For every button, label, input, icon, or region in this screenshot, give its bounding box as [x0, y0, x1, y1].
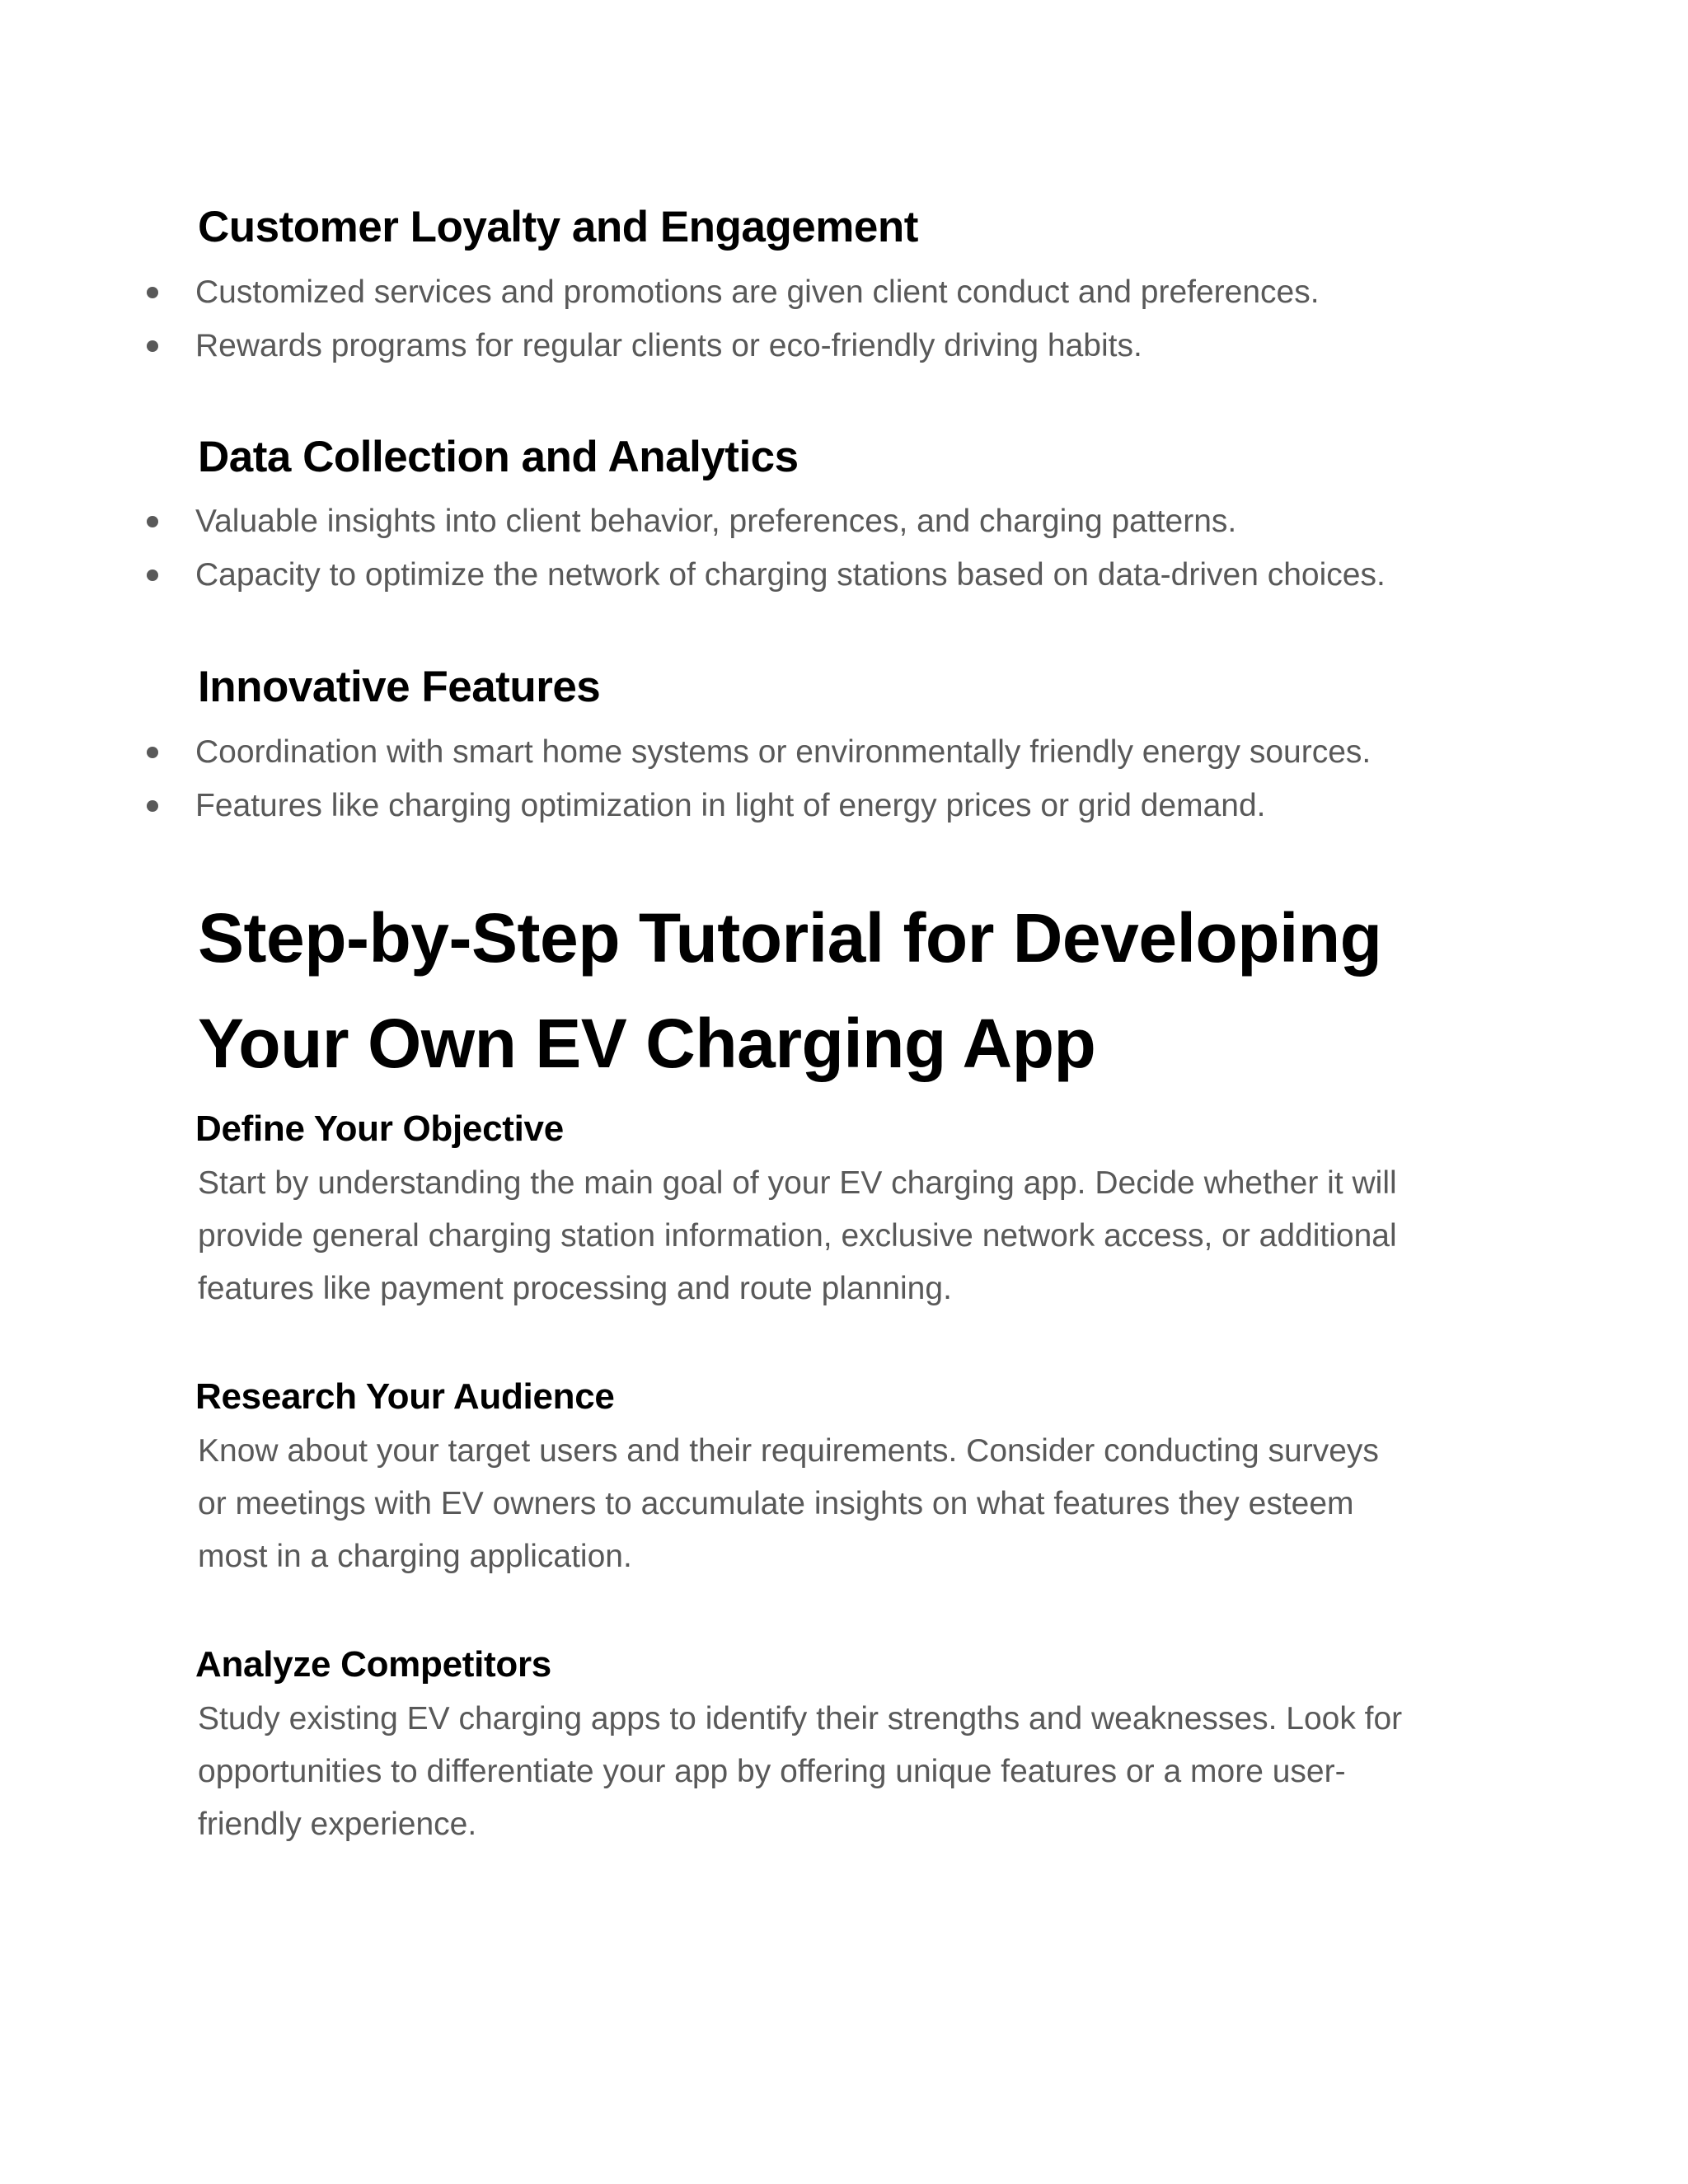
section-heading-data-collection: Data Collection and Analytics: [198, 433, 799, 481]
step-heading-research-audience: Research Your Audience: [195, 1376, 615, 1417]
paragraph-line: Know about your target users and their requirements. Consider conducting surveys: [198, 1433, 1379, 1469]
step-paragraph-analyze-competitors: [198, 1693, 1402, 1851]
bullet-list-data-collection: [0, 494, 1386, 602]
paragraph-line: opportunities to differentiate your app by offering unique features or a more user-: [198, 1754, 1346, 1789]
step-heading-analyze-competitors: Analyze Competitors: [195, 1644, 551, 1685]
section-heading-customer-loyalty: Customer Loyalty and Engagement: [198, 203, 918, 251]
list-item-text: Rewards programs for regular clients or eco-friendly driving habits.: [195, 328, 1142, 363]
list-item-text: Features like charging optimization in light of energy prices or grid demand.: [195, 788, 1266, 823]
paragraph-line: Start by understanding the main goal of your EV charging app. Decide whether it will: [198, 1165, 1397, 1201]
list-item-text: Coordination with smart home systems or environmentally friendly energy sources.: [195, 734, 1372, 770]
paragraph-line: or meetings with EV owners to accumulate insights on what features they esteem: [198, 1486, 1354, 1521]
bullet-icon: [147, 516, 158, 527]
step-paragraph-define-objective: [198, 1157, 1397, 1315]
bullet-icon: [147, 340, 158, 352]
list-item: [0, 494, 1386, 548]
list-item: [0, 548, 1386, 602]
bullet-list-customer-loyalty: [0, 265, 1320, 373]
list-item: [0, 319, 1320, 373]
step-heading-define-objective: Define Your Objective: [195, 1108, 564, 1149]
tutorial-title-line-1: Step-by-Step Tutorial for Developing: [198, 899, 1382, 977]
section-heading-innovative-features: Innovative Features: [198, 663, 601, 711]
bullet-icon: [147, 800, 158, 812]
list-item-text: Capacity to optimize the network of charging stations based on data-driven choices.: [195, 557, 1386, 593]
bullet-list-innovative-features: [0, 725, 1371, 832]
bullet-icon: [147, 287, 158, 298]
list-item: [0, 779, 1371, 832]
paragraph-line: Study existing EV charging apps to identify their strengths and weaknesses. Look for: [198, 1701, 1403, 1736]
paragraph-line: most in a charging application.: [198, 1539, 632, 1574]
list-item-text: Customized services and promotions are given client conduct and preferences.: [195, 274, 1320, 310]
list-item: [0, 265, 1320, 319]
paragraph-line: features like payment processing and route planning.: [198, 1271, 952, 1306]
list-item-text: Valuable insights into client behavior, preferences, and charging patterns.: [195, 504, 1237, 539]
bullet-icon: [147, 747, 158, 758]
step-paragraph-research-audience: [198, 1425, 1379, 1583]
tutorial-title-line-2: Your Own EV Charging App: [198, 1005, 1096, 1082]
paragraph-line: friendly experience.: [198, 1807, 477, 1842]
list-item: [0, 725, 1371, 779]
bullet-icon: [147, 569, 158, 581]
paragraph-line: provide general charging station information, exclusive network access, or additional: [198, 1218, 1397, 1254]
